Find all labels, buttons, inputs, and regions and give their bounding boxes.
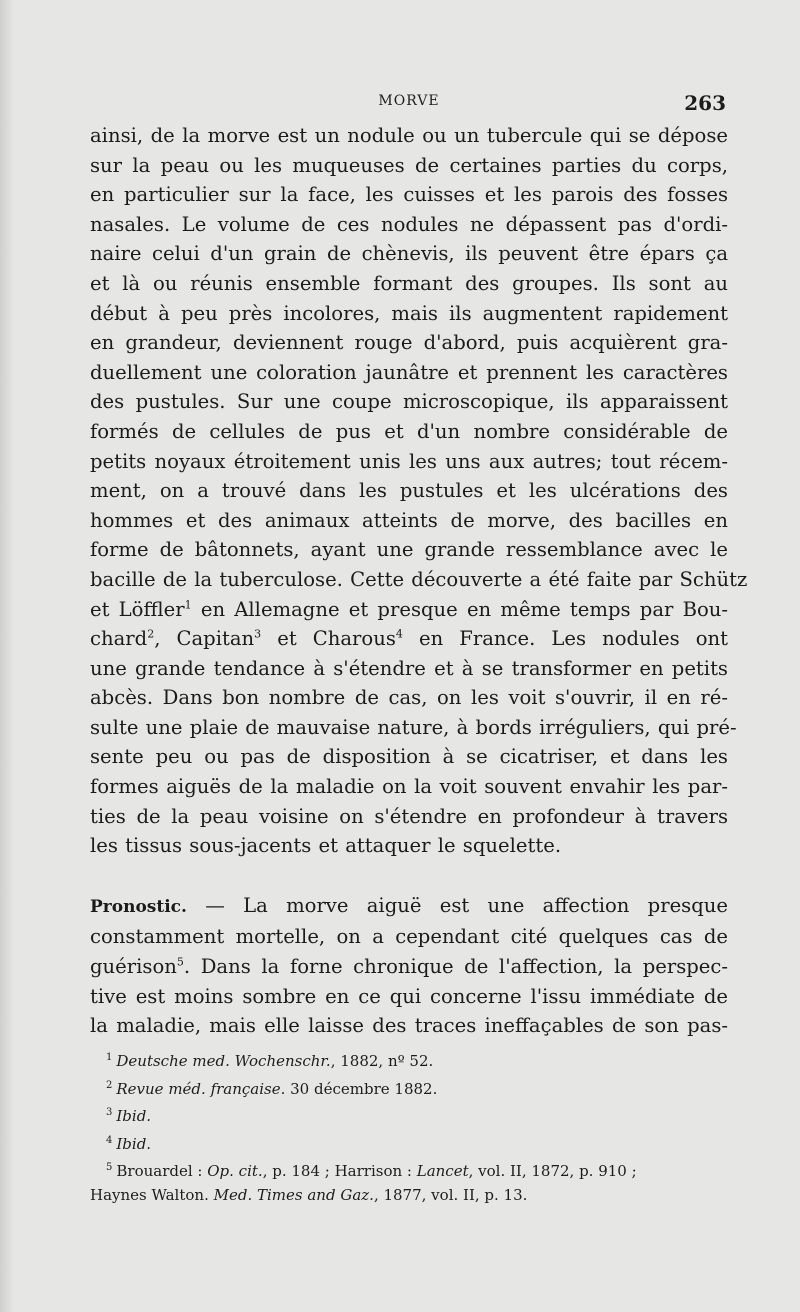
footnote-continuation [90, 1184, 730, 1208]
text-line: forme de bâtonnets, ayant une grande ressemblance avec le [90, 538, 728, 562]
text-line: ment, on a trouvé dans les pustules et les ulcérations des [90, 479, 728, 503]
footnote [90, 1046, 730, 1074]
text-line [90, 624, 728, 654]
footnote-ref: 1 [184, 597, 192, 611]
footnote-mark: 1 [106, 1052, 113, 1063]
text-line [90, 891, 728, 923]
text-line: constamment mortelle, on a cependant cité quelques cas de [90, 925, 728, 949]
text-line: en grandeur, deviennent rouge d'abord, puis acquièrent gra- [90, 331, 728, 355]
paragraph-pronostic [90, 891, 728, 1041]
text-line: sente peu ou pas de disposition à se cicatriser, et dans les [90, 745, 728, 769]
footnote-detail: Haynes Walton. [90, 1185, 214, 1204]
text-line: une grande tendance à s'étendre et à se transformer en petits [90, 656, 728, 680]
text-fragment: chard [90, 627, 148, 651]
text-line: abcès. Dans bon nombre de cas, on les voit s'ouvrir, il en ré- [90, 686, 728, 710]
text-line: début à peu près incolores, mais ils augmentent rapidement [90, 301, 728, 325]
text-fragment: guérison [90, 955, 177, 979]
footnote-title: Op. cit. [207, 1162, 263, 1181]
text-line: petits noyaux étroitement unis les uns aux autres; tout récem- [90, 449, 728, 473]
text-fragment: et Charous [261, 627, 396, 651]
footnote-mark: 4 [106, 1134, 113, 1146]
footnote-detail: 30 décembre 1882. [285, 1079, 438, 1098]
footnote [90, 1101, 730, 1129]
footnote-mark: 3 [106, 1107, 113, 1119]
text-line: les tissus sous-jacents et attaquer le squelette. [90, 834, 562, 858]
footnote-mark: 2 [106, 1079, 113, 1091]
text-line: sur la peau ou les muqueuses de certaines parties du corps, [90, 153, 728, 177]
footnote [90, 1074, 730, 1102]
footnote-ref: 2 [147, 627, 155, 641]
text-fragment: en France. Les nodules ont [402, 627, 728, 651]
text-fragment: , Capitan [154, 627, 255, 651]
footnote-title: Med. Times and Gaz. [213, 1185, 374, 1204]
footnote-detail: Brouardel : [116, 1162, 208, 1181]
page-number: 263 [684, 91, 726, 115]
text-line: tive est moins sombre en ce qui concerne l'issu immédiate de [90, 984, 728, 1008]
text-fragment: . Dans la forne chronique de l'affection, la perspec- [183, 955, 728, 979]
text-line [90, 952, 728, 982]
footnote-ref: 5 [176, 955, 184, 969]
paragraph-gap [90, 861, 728, 891]
footnote-title: Lancet [416, 1162, 469, 1181]
section-label: Pronostic. [90, 896, 187, 917]
footnote-mark: 5 [106, 1162, 113, 1174]
text-line: nasales. Le volume de ces nodules ne dépassent pas d'ordi- [90, 212, 728, 236]
running-title: MORVE [378, 93, 440, 109]
text-fragment: en Allemagne et presque en même temps par Bou- [191, 597, 729, 621]
footnote-ref: 4 [395, 627, 403, 641]
text-line: formés de cellules de pus et d'un nombre considérable de [90, 419, 728, 443]
footnote-detail: , 1882, nº 52. [330, 1052, 434, 1070]
text-line [90, 595, 728, 625]
footnote-ref: 3 [254, 627, 262, 641]
text-line: hommes et des animaux atteints de morve, des bacilles en [90, 508, 728, 532]
text-line: ainsi, de la morve est un nodule ou un tubercule qui se dépose [90, 124, 728, 147]
footnote-detail: , 1877, vol. II, p. 13. [373, 1185, 528, 1204]
footnote [90, 1129, 730, 1157]
text-line: naire celui d'un grain de chènevis, ils peuvent être épars ça [90, 242, 728, 266]
text-line: formes aiguës de la maladie on la voit souvent envahir les par- [90, 775, 728, 799]
page-body [90, 121, 748, 1041]
footnote-detail: , p. 184 ; Harrison : [262, 1162, 417, 1181]
page-header [92, 93, 726, 119]
text-fragment: — La morve aiguë est une affection presque [186, 893, 728, 917]
text-line: duellement une coloration jaunâtre et prennent les caractères [90, 360, 728, 384]
paragraph-morve-description [90, 121, 748, 861]
text-line: la maladie, mais elle laisse des traces ineffaçables de son pas- [90, 1014, 728, 1038]
footnote-title: Ibid. [116, 1134, 152, 1153]
text-line: des pustules. Sur une coupe microscopique, ils apparaissent [90, 390, 728, 414]
footnote-title: Ibid. [116, 1107, 152, 1126]
text-line: ties de la peau voisine on s'étendre en profondeur à travers [90, 804, 728, 828]
footnote [90, 1156, 730, 1184]
text-line: sulte une plaie de mauvaise nature, à bords irréguliers, qui pré- [90, 715, 737, 739]
text-line: bacille de la tuberculose. Cette découverte a été faite par Schütz [90, 567, 748, 591]
footnote-title: Deutsche med. Wochenschr. [116, 1052, 331, 1070]
footnote-detail: , vol. II, 1872, p. 910 ; [468, 1162, 637, 1181]
footnotes [90, 1046, 730, 1208]
text-line: et là ou réunis ensemble formant des groupes. Ils sont au [90, 271, 728, 295]
footnote-title: Revue méd. française. [116, 1079, 286, 1098]
text-fragment: et Löffler [90, 597, 185, 621]
text-line: en particulier sur la face, les cuisses et les parois des fosses [90, 183, 728, 207]
